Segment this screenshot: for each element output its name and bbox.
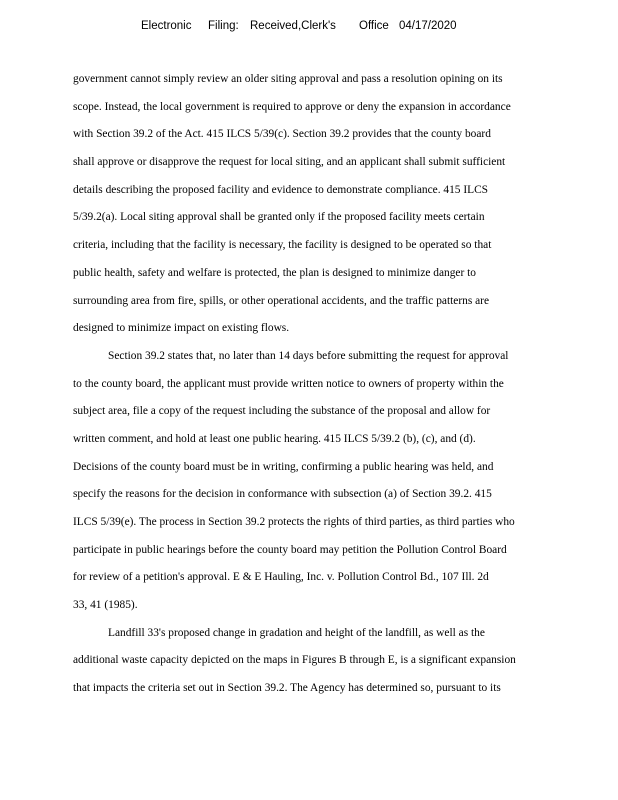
text-line: with Section 39.2 of the Act. 415 ILCS 5/39(c). Section 39.2 provides that the county board <box>73 128 491 141</box>
text-line: government cannot simply review an older siting approval and pass a resolution opining on its <box>73 73 503 85</box>
text-line: designed to minimize impact on existing flows. <box>73 322 290 335</box>
header-electronic: Electronic <box>141 20 192 32</box>
text-line: to the county board, the applicant must provide written notice to owners of property within the <box>73 377 504 390</box>
text-line: public health, safety and welfare is protected, the plan is designed to minimize danger to <box>73 266 476 279</box>
text-line: shall approve or disapprove the request for local siting, and an applicant shall submit sufficient <box>73 156 506 169</box>
text-line: 5/39.2(a). Local siting approval shall be granted only if the proposed facility meets certain <box>73 211 485 224</box>
header-office: Office <box>359 20 389 32</box>
text-line: subject area, file a copy of the request including the substance of the proposal and allow for <box>73 405 491 418</box>
citation-line: for review of a petition's approval. E & E Hauling, Inc. v. Pollution Control Bd., 107 Ill. 2d <box>73 571 489 584</box>
text-line: that impacts the criteria set out in Section 39.2. The Agency has determined so, pursuant to its <box>73 682 501 695</box>
header-filing: Filing: <box>208 20 239 32</box>
text-line: specify the reasons for the decision in conformance with subsection (a) of Section 39.2. 415 <box>73 488 492 501</box>
header-received: Received,Clerk's <box>250 20 336 32</box>
text-line: criteria, including that the facility is necessary, the facility is designed to be operated so that <box>73 239 492 252</box>
paragraph-start-line: Landfill 33's proposed change in gradation and height of the landfill, as well as the <box>108 626 485 639</box>
text-line: ILCS 5/39(e). The process in Section 39.2 protects the rights of third parties, as third parties who <box>73 516 515 528</box>
text-line: additional waste capacity depicted on the maps in Figures B through E, is a significant expansion <box>73 654 516 667</box>
header-date: 04/17/2020 <box>399 20 457 32</box>
text-line: 33, 41 (1985). <box>73 599 138 612</box>
text-line: details describing the proposed facility and evidence to demonstrate compliance. 415 ILCS <box>73 183 489 196</box>
body-text <box>73 66 593 703</box>
text-line: scope. Instead, the local government is required to approve or deny the expansion in accordance <box>73 100 511 113</box>
paragraph-start-line: Section 39.2 states that, no later than 14 days before submitting the request for approval <box>108 349 509 362</box>
electronic-filing-header <box>0 20 618 36</box>
text-line: written comment, and hold at least one public hearing. 415 ILCS 5/39.2 (b), (c), and (d). <box>73 432 476 445</box>
text-line: participate in public hearings before the county board may petition the Pollution Control Board <box>73 543 507 556</box>
text-line: surrounding area from fire, spills, or other operational accidents, and the traffic patterns are <box>73 294 490 307</box>
text-line: Decisions of the county board must be in writing, confirming a public hearing was held, and <box>73 460 494 473</box>
